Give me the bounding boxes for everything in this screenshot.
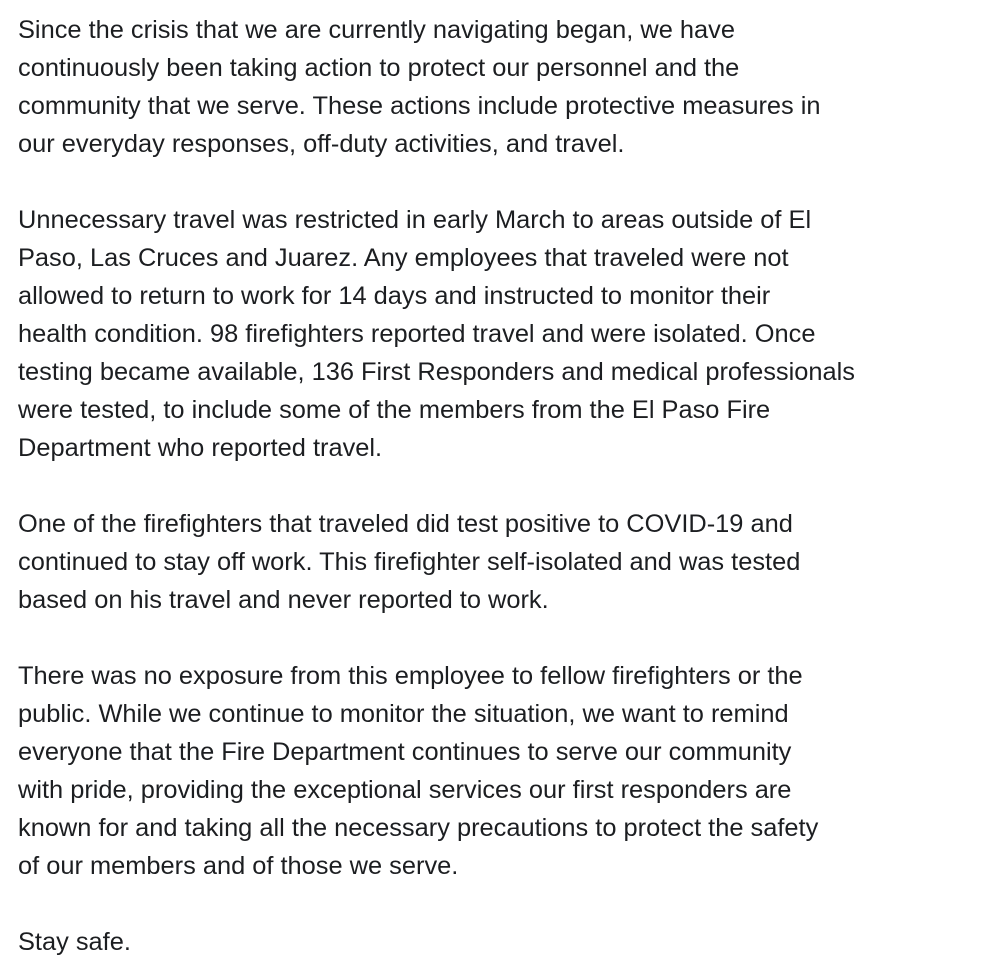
paragraph-line: One of the firefighters that traveled did test positive to COVID-19 and bbox=[18, 510, 793, 538]
paragraph-line: Department who reported travel. bbox=[18, 434, 383, 462]
paragraph-1 bbox=[18, 11, 978, 163]
paragraph-line: There was no exposure from this employee to fellow firefighters or the bbox=[18, 662, 803, 690]
paragraph-4 bbox=[18, 657, 978, 885]
paragraph-line: continuously been taking action to protect our personnel and the bbox=[18, 54, 740, 82]
paragraph-line: health condition. 98 firefighters reported travel and were isolated. Once bbox=[18, 320, 816, 348]
paragraph-line: Paso, Las Cruces and Juarez. Any employees that traveled were not bbox=[18, 244, 789, 272]
paragraph-line: community that we serve. These actions include protective measures in bbox=[18, 92, 821, 120]
paragraph-line: with pride, providing the exceptional services our first responders are bbox=[18, 776, 792, 804]
paragraph-line: of our members and of those we serve. bbox=[18, 852, 459, 880]
paragraph-line: Since the crisis that we are currently navigating began, we have bbox=[18, 16, 735, 44]
post-body bbox=[18, 11, 978, 961]
paragraph-line: our everyday responses, off-duty activities, and travel. bbox=[18, 130, 625, 158]
paragraph-line: testing became available, 136 First Responders and medical professionals bbox=[18, 358, 855, 386]
paragraph-line: known for and taking all the necessary precautions to protect the safety bbox=[18, 814, 819, 842]
paragraph-line: allowed to return to work for 14 days and instructed to monitor their bbox=[18, 282, 771, 310]
paragraph-5 bbox=[18, 923, 978, 961]
paragraph-line: everyone that the Fire Department continues to serve our community bbox=[18, 738, 792, 766]
paragraph-2 bbox=[18, 201, 978, 467]
paragraph-line: based on his travel and never reported to work. bbox=[18, 586, 549, 614]
paragraph-line: Unnecessary travel was restricted in early March to areas outside of El bbox=[18, 206, 812, 234]
paragraph-line: continued to stay off work. This firefighter self-isolated and was tested bbox=[18, 548, 801, 576]
paragraph-line: were tested, to include some of the members from the El Paso Fire bbox=[18, 396, 771, 424]
paragraph-3 bbox=[18, 505, 978, 619]
paragraph-line: public. While we continue to monitor the situation, we want to remind bbox=[18, 700, 789, 728]
paragraph-line: Stay safe. bbox=[18, 928, 131, 956]
